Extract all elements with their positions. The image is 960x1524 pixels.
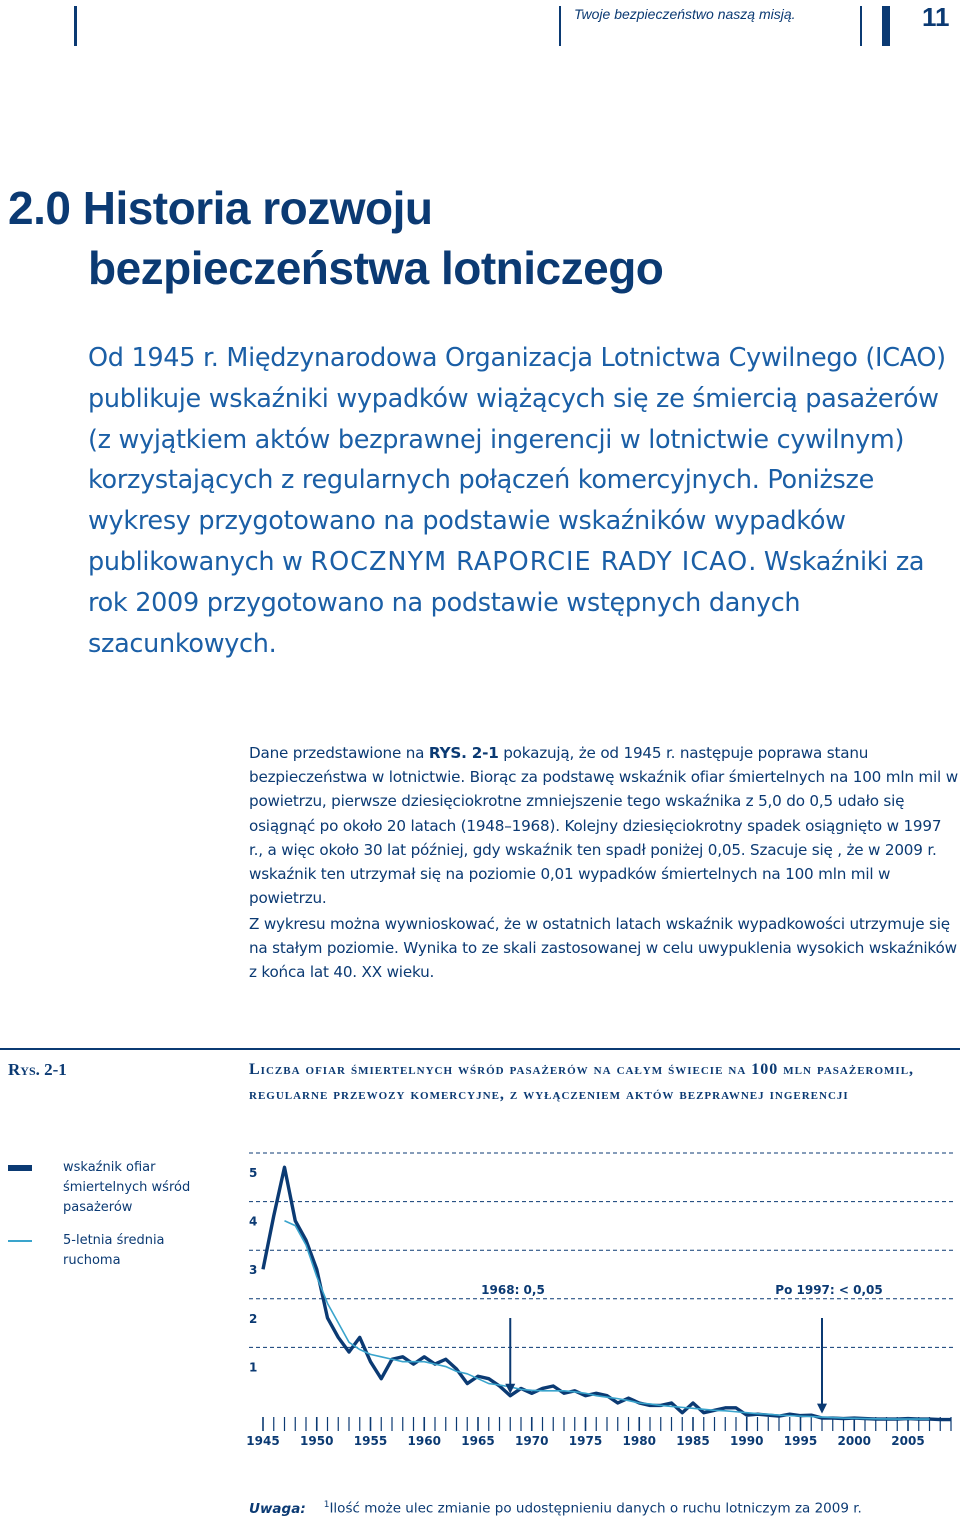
- section-title-line2: bezpieczeństwa lotniczego: [88, 242, 664, 294]
- x-tick-label: 2005: [891, 1434, 925, 1448]
- y-tick-label: 5: [249, 1166, 258, 1180]
- body-p1-text-b: pokazują, że od 1945 r. następuje poprawa stanu bezpieczeństwa w lotnictwie. Biorąc za podstawę wskaźnik ofiar śmiertelnych na 100 mln mil w powietrzu, pierwsze dziesięciokrotne zmniejszenie tego wskaźnika z 5,0 do 0,5 udało się osiągnąć po około 20 latach (1948–1968). Kolejny dziesięciokrotny spadek osiągnięto w 1997 r., a więc około 30 lat później, gdy wskaźnik ten spadł poniżej 0,05. Szacuje się , że w 2009 r. wskaźnik ten utrzymał się na poziomie 0,01 wypadków śmiertelnych na 100 mln mil w powietrzu.: [249, 744, 958, 908]
- x-tick-label: 1965: [461, 1434, 495, 1448]
- y-tick-label: 4: [249, 1214, 258, 1229]
- footnote-text: Ilość może ulec zmianie po udostępnieniu danych o ruchu lotniczym za 2009 r.: [329, 1500, 862, 1517]
- annotation-1997-arrow-head: [817, 1404, 827, 1414]
- figure-reference: RYS. 2-1: [428, 744, 499, 762]
- x-tick-label: 1970: [515, 1434, 549, 1448]
- lead-caps-reference: ROCZNYM RAPORCIE RADY ICAO: [310, 546, 749, 577]
- annotation-1968: 1968: 0,5: [481, 1283, 545, 1297]
- legend-label-average: 5-letnia średnia ruchoma: [63, 1233, 165, 1268]
- lead-text-2: . Wskaźniki za rok 2009 przygotowano na podstawie wstępnych danych szacunkowych.: [88, 546, 925, 659]
- y-tick-label: 3: [249, 1263, 258, 1278]
- x-tick-label: 2000: [837, 1434, 871, 1448]
- page-number: 11: [922, 2, 950, 32]
- x-tick-label: 1980: [622, 1434, 656, 1448]
- lead-text-1: Od 1945 r. Międzynarodowa Organizacja Lotnictwa Cywilnego (ICAO) publikuje wskaźniki wypadków wiążących się ze śmiercią pasażerów (z wyjątkiem aktów bezprawnej ingerencji w lotnictwie cywilnym) korzystających z regularnych połączeń komercyjnych. Poniższe wykresy przygotowano na podstawie wskaźników wypadków publikowanych w: [88, 343, 946, 577]
- x-tick-label: 1950: [300, 1434, 334, 1448]
- x-tick-label: 1990: [730, 1434, 764, 1448]
- x-tick-label: 1945: [246, 1434, 280, 1448]
- annotation-1997: Po 1997: < 0,05: [775, 1283, 883, 1297]
- body-paragraph-2: Z wykresu można wywnioskować, że w ostatnich latach wskaźnik wypadkowości utrzymuje się na stałym poziomie. Wynika to ze skali zastosowanej w celu uwypuklenia wysokich wskaźników z końca lat 40. XX wieku.: [249, 915, 957, 982]
- x-tick-label: 1985: [676, 1434, 710, 1448]
- legend-label-rate: wskaźnik ofiar śmiertelnych wśród pasażerów: [63, 1160, 191, 1215]
- y-tick-label: 1: [249, 1360, 258, 1375]
- x-tick-label: 1955: [353, 1434, 388, 1448]
- section-title-line1: 2.0 Historia rozwoju: [8, 182, 433, 234]
- figure-label: Rys. 2-1: [8, 1060, 67, 1079]
- x-tick-label: 1975: [568, 1434, 603, 1448]
- figure-title: Liczba ofiar śmiertelnych wśród pasażerów na całym świecie na 100 mln pasażeromil, regularne przewozy komercyjne, z wyłączeniem aktów bezprawnej ingerencji: [249, 1061, 915, 1103]
- footnote-mark: 1: [323, 1500, 330, 1510]
- y-tick-label: 2: [249, 1311, 258, 1326]
- x-tick-label: 1995: [783, 1434, 818, 1448]
- footnote-label: Uwaga:: [249, 1500, 306, 1517]
- body-p1-text-a: Dane przedstawione na: [249, 744, 429, 762]
- x-tick-label: 1960: [407, 1434, 441, 1448]
- header-motto: Twoje bezpieczeństwo naszą misją.: [574, 6, 796, 22]
- footnote: [249, 1500, 862, 1517]
